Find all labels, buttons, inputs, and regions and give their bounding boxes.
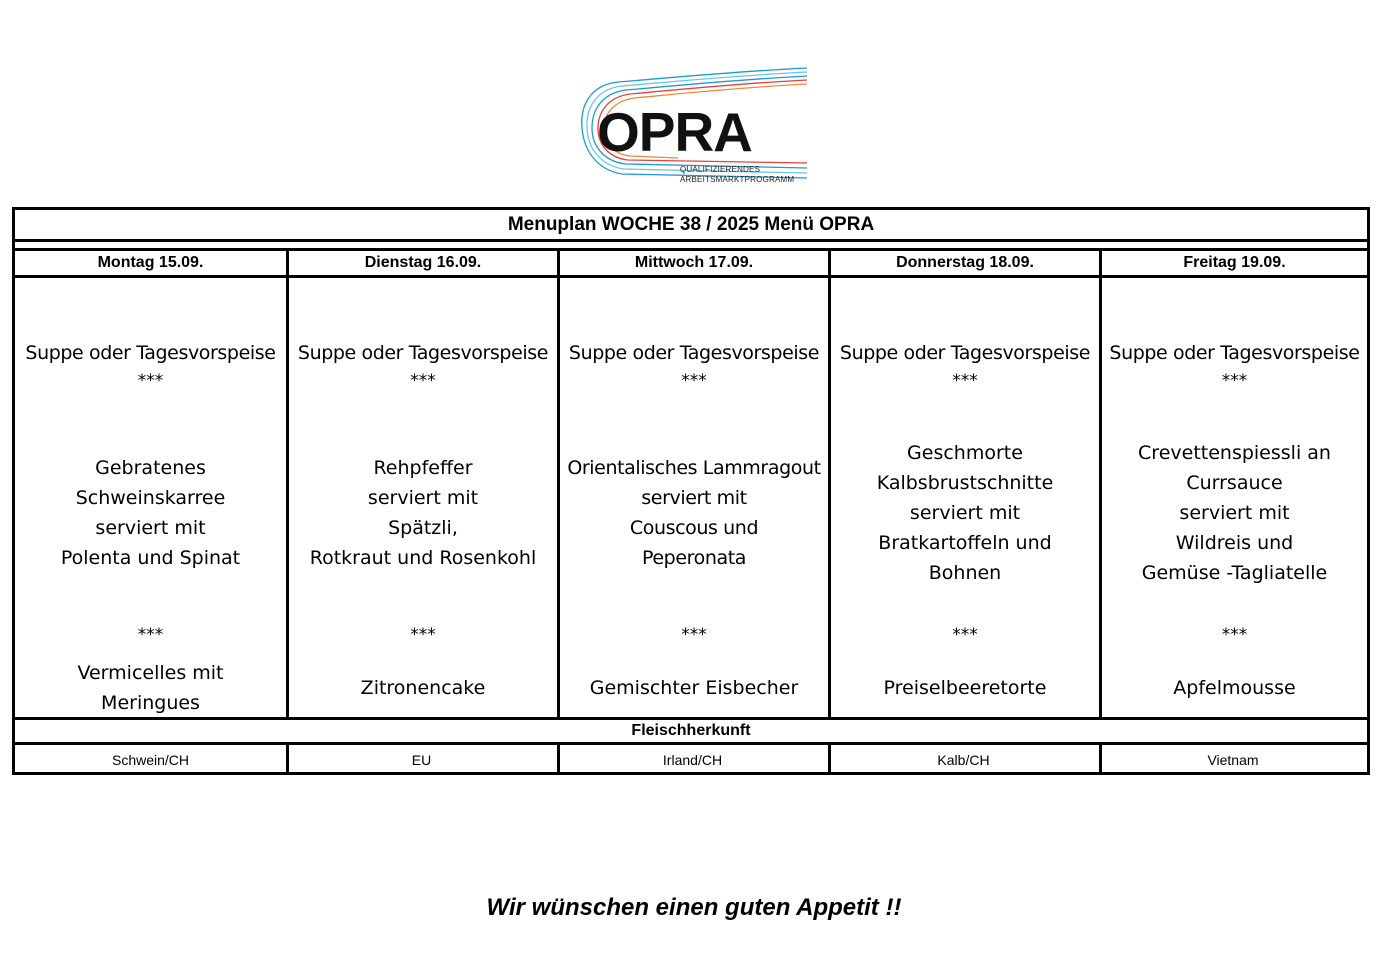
main-course: Gebratenes Schweinskarree serviert mit Polenta und Spinat (60, 457, 241, 569)
day-column-thursday (828, 251, 1099, 772)
meat-origin-header: Fleischherkunft (15, 717, 1367, 745)
dessert: Gemischter Eisbecher (589, 677, 799, 699)
day-column-tuesday (286, 251, 557, 772)
main-course: Crevettenspiessli an Currsauce serviert mit Wildreis und Gemüse -Tagliatelle (1138, 442, 1331, 584)
separator-stars: *** (137, 371, 164, 391)
logo-subtitle (680, 165, 794, 185)
main-course: Geschmorte Kalbsbrustschnitte serviert mit Bratkartoffeln und Bohnen (876, 442, 1054, 584)
dessert: Vermicelles mit Meringues (77, 662, 224, 714)
starter-text: Suppe oder Tagesvorspeise (568, 342, 820, 364)
day-header: Donnerstag 18.09. (831, 251, 1099, 278)
separator-stars: *** (952, 371, 978, 391)
day-column-friday (1099, 251, 1367, 772)
separator-stars: *** (137, 625, 164, 645)
day-header: Montag 15.09. (15, 251, 286, 278)
day-header: Dienstag 16.09. (289, 251, 557, 278)
origin-cell: Irland/CH (662, 752, 723, 768)
separator-stars: *** (952, 625, 978, 645)
footer-greeting: Wir wünschen einen guten Appetit !! (486, 894, 902, 921)
main-course: Orientalisches Lammragout serviert mit Couscous und Peperonata (567, 457, 821, 569)
day-column-monday (15, 251, 286, 772)
menu-grid (15, 248, 1367, 772)
origin-cell: Kalb/CH (937, 752, 990, 768)
separator-stars: *** (1221, 371, 1248, 391)
day-menu (1102, 278, 1367, 717)
day-column-wednesday (557, 251, 828, 772)
starter-text: Suppe oder Tagesvorspeise (1109, 342, 1360, 364)
day-menu (831, 278, 1099, 717)
separator-stars: *** (410, 625, 436, 645)
menu-title: Menuplan WOCHE 38 / 2025 Menü OPRA (15, 210, 1367, 242)
day-header: Freitag 19.09. (1102, 251, 1367, 278)
opra-logo (578, 66, 810, 188)
day-header: Mittwoch 17.09. (560, 251, 828, 278)
starter-text: Suppe oder Tagesvorspeise (839, 342, 1091, 364)
origin-cell: Vietnam (1207, 752, 1259, 768)
day-menu (15, 278, 286, 717)
dessert: Zitronencake (360, 677, 486, 699)
separator-stars: *** (410, 371, 436, 391)
logo-subtitle-line2: ARBEITSMARKTPROGRAMM (680, 175, 795, 184)
separator-stars: *** (681, 625, 707, 645)
main-course: Rehpfeffer serviert mit Spätzli, Rotkraut und Rosenkohl (309, 457, 537, 569)
origin-cell: Schwein/CH (111, 752, 190, 768)
starter-text: Suppe oder Tagesvorspeise (297, 342, 549, 364)
menu-table (12, 207, 1370, 775)
dessert: Apfelmousse (1173, 677, 1296, 699)
dessert: Preiselbeeretorte (883, 677, 1047, 699)
meat-origin-row (15, 745, 1367, 775)
starter-text: Suppe oder Tagesvorspeise (25, 342, 276, 364)
day-menu (289, 278, 557, 717)
separator-stars: *** (1221, 625, 1248, 645)
separator-stars: *** (681, 371, 707, 391)
logo-subtitle-line1: QUALIFIZIERENDES (680, 165, 761, 174)
logo-wordmark: OPRA (597, 101, 752, 163)
day-menu (560, 278, 828, 717)
origin-cell: EU (411, 752, 432, 768)
